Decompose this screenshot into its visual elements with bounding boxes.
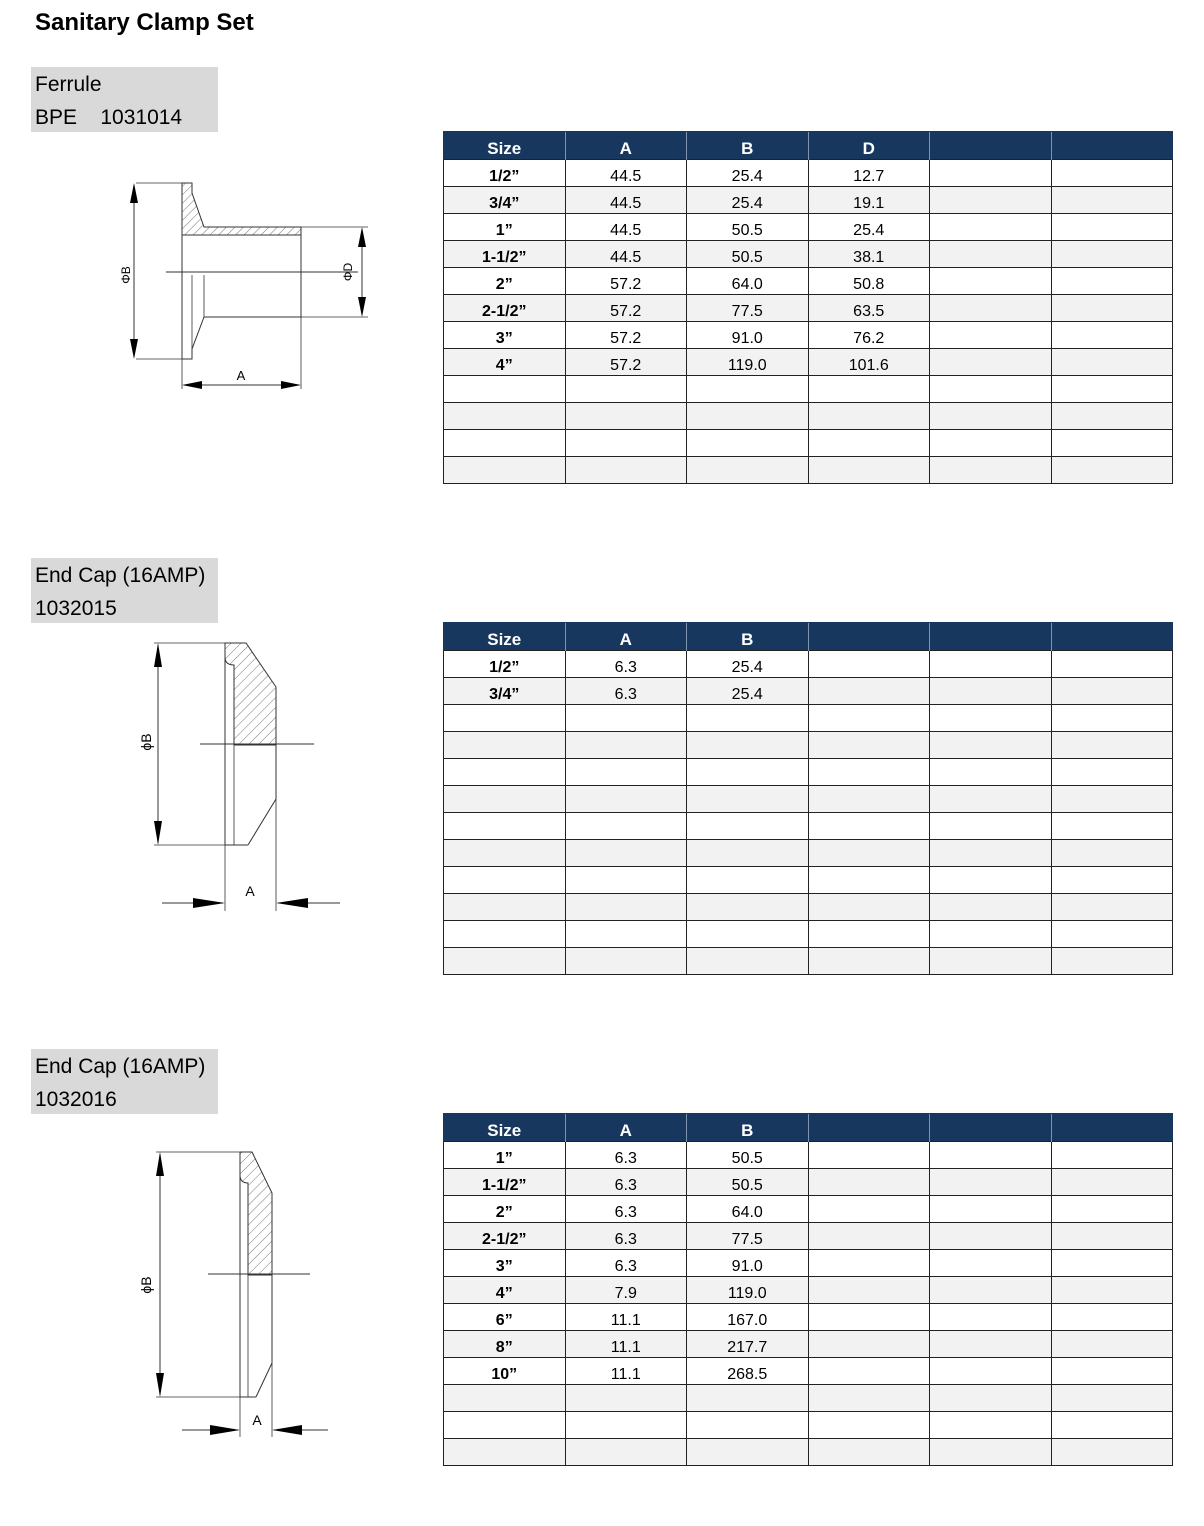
- value-cell: [687, 376, 809, 403]
- size-cell: 1/2”: [444, 160, 566, 187]
- dim-label-d: ΦD: [341, 262, 355, 282]
- value-cell: 119.0: [687, 349, 809, 376]
- value-cell: [808, 921, 930, 948]
- value-cell: [1051, 376, 1173, 403]
- section-label-name: End Cap (16AMP): [35, 564, 206, 587]
- section-label-code: 1032015: [35, 597, 117, 620]
- value-cell: [1051, 1331, 1173, 1358]
- value-cell: 6.3: [565, 1169, 687, 1196]
- value-cell: [1051, 732, 1173, 759]
- value-cell: [930, 1412, 1052, 1439]
- size-cell: [444, 732, 566, 759]
- value-cell: [930, 1331, 1052, 1358]
- value-cell: [808, 1412, 930, 1439]
- value-cell: 44.5: [565, 214, 687, 241]
- table-row: [444, 1331, 1173, 1358]
- value-cell: [930, 1358, 1052, 1385]
- value-cell: [565, 813, 687, 840]
- value-cell: 268.5: [687, 1358, 809, 1385]
- value-cell: [1051, 867, 1173, 894]
- value-cell: [930, 1169, 1052, 1196]
- value-cell: [565, 705, 687, 732]
- value-cell: [687, 786, 809, 813]
- endcap-1032016-drawing: [130, 1145, 350, 1445]
- value-cell: [1051, 813, 1173, 840]
- value-cell: [687, 840, 809, 867]
- value-cell: 6.3: [565, 678, 687, 705]
- page-title: Sanitary Clamp Set: [35, 9, 254, 36]
- value-cell: [930, 894, 1052, 921]
- value-cell: [930, 1304, 1052, 1331]
- value-cell: 11.1: [565, 1358, 687, 1385]
- col-header: Size: [444, 132, 566, 160]
- col-header: [930, 132, 1052, 160]
- value-cell: [687, 948, 809, 975]
- ferrule-label-box: [31, 67, 218, 132]
- table-row: [444, 187, 1173, 214]
- table-body: [444, 651, 1173, 975]
- size-cell: 3”: [444, 1250, 566, 1277]
- table-header-row: [444, 132, 1173, 160]
- size-cell: 1/2”: [444, 651, 566, 678]
- value-cell: 63.5: [808, 295, 930, 322]
- value-cell: 50.5: [687, 241, 809, 268]
- table-row: [444, 786, 1173, 813]
- value-cell: [1051, 241, 1173, 268]
- value-cell: [1051, 786, 1173, 813]
- value-cell: [1051, 1142, 1173, 1169]
- size-cell: [444, 894, 566, 921]
- value-cell: 6.3: [565, 1142, 687, 1169]
- col-header: A: [565, 132, 687, 160]
- value-cell: [808, 651, 930, 678]
- value-cell: [1051, 1169, 1173, 1196]
- size-cell: 1-1/2”: [444, 1169, 566, 1196]
- value-cell: [930, 322, 1052, 349]
- value-cell: [1051, 1358, 1173, 1385]
- size-cell: [444, 1385, 566, 1412]
- value-cell: [930, 1385, 1052, 1412]
- value-cell: [687, 894, 809, 921]
- size-cell: 6”: [444, 1304, 566, 1331]
- value-cell: 19.1: [808, 187, 930, 214]
- table-header-row: [444, 623, 1173, 651]
- size-cell: [444, 813, 566, 840]
- value-cell: 38.1: [808, 241, 930, 268]
- value-cell: [930, 813, 1052, 840]
- dim-label-a: A: [245, 883, 255, 899]
- table-row: [444, 457, 1173, 484]
- value-cell: [808, 705, 930, 732]
- value-cell: 6.3: [565, 651, 687, 678]
- value-cell: [1051, 160, 1173, 187]
- value-cell: [687, 705, 809, 732]
- size-cell: 1”: [444, 1142, 566, 1169]
- endcap-1032015-label-box: [31, 558, 218, 623]
- value-cell: [1051, 1304, 1173, 1331]
- endcap-1032016-label-box: [31, 1049, 218, 1114]
- value-cell: [808, 678, 930, 705]
- value-cell: [930, 948, 1052, 975]
- value-cell: 57.2: [565, 295, 687, 322]
- value-cell: [930, 268, 1052, 295]
- col-header: Size: [444, 623, 566, 651]
- value-cell: [808, 867, 930, 894]
- ferrule-drawing: [100, 175, 390, 395]
- value-cell: [930, 732, 1052, 759]
- table-row: [444, 705, 1173, 732]
- col-header: Size: [444, 1114, 566, 1142]
- table-row: [444, 241, 1173, 268]
- value-cell: 50.5: [687, 1169, 809, 1196]
- size-cell: [444, 867, 566, 894]
- table-row: [444, 349, 1173, 376]
- value-cell: [1051, 840, 1173, 867]
- table-row: [444, 921, 1173, 948]
- value-cell: 6.3: [565, 1250, 687, 1277]
- value-cell: 64.0: [687, 268, 809, 295]
- table-row: [444, 948, 1173, 975]
- value-cell: [565, 376, 687, 403]
- value-cell: [930, 1250, 1052, 1277]
- table-row: [444, 1142, 1173, 1169]
- col-header: B: [687, 132, 809, 160]
- size-cell: [444, 786, 566, 813]
- value-cell: [565, 457, 687, 484]
- col-header: A: [565, 623, 687, 651]
- col-header: [930, 1114, 1052, 1142]
- value-cell: [1051, 187, 1173, 214]
- table-row: [444, 1169, 1173, 1196]
- size-cell: 2-1/2”: [444, 1223, 566, 1250]
- value-cell: [1051, 322, 1173, 349]
- value-cell: [808, 1358, 930, 1385]
- size-cell: [444, 457, 566, 484]
- section-label-code: 1032016: [35, 1088, 117, 1111]
- value-cell: 6.3: [565, 1223, 687, 1250]
- value-cell: [808, 457, 930, 484]
- value-cell: 11.1: [565, 1304, 687, 1331]
- value-cell: [565, 894, 687, 921]
- value-cell: [808, 376, 930, 403]
- value-cell: [930, 1439, 1052, 1466]
- value-cell: [565, 1412, 687, 1439]
- value-cell: [930, 403, 1052, 430]
- table-row: [444, 160, 1173, 187]
- value-cell: [930, 651, 1052, 678]
- size-cell: [444, 759, 566, 786]
- table-row: [444, 1385, 1173, 1412]
- value-cell: 101.6: [808, 349, 930, 376]
- value-cell: [808, 403, 930, 430]
- col-header: B: [687, 1114, 809, 1142]
- size-cell: 2”: [444, 1196, 566, 1223]
- value-cell: 119.0: [687, 1277, 809, 1304]
- table-row: [444, 430, 1173, 457]
- size-cell: [444, 948, 566, 975]
- size-cell: [444, 921, 566, 948]
- value-cell: 167.0: [687, 1304, 809, 1331]
- table-row: [444, 376, 1173, 403]
- value-cell: [808, 1223, 930, 1250]
- col-header: D: [808, 132, 930, 160]
- value-cell: [1051, 295, 1173, 322]
- size-cell: 4”: [444, 1277, 566, 1304]
- col-header: [808, 623, 930, 651]
- value-cell: 25.4: [687, 187, 809, 214]
- size-cell: [444, 705, 566, 732]
- table-row: [444, 1439, 1173, 1466]
- table-row: [444, 651, 1173, 678]
- value-cell: [687, 921, 809, 948]
- value-cell: [565, 1439, 687, 1466]
- value-cell: [930, 921, 1052, 948]
- value-cell: [1051, 214, 1173, 241]
- value-cell: 7.9: [565, 1277, 687, 1304]
- endcap-1032015-drawing: [130, 635, 350, 915]
- value-cell: [930, 678, 1052, 705]
- value-cell: [565, 867, 687, 894]
- value-cell: 44.5: [565, 241, 687, 268]
- size-cell: 2-1/2”: [444, 295, 566, 322]
- value-cell: [687, 403, 809, 430]
- value-cell: [808, 1439, 930, 1466]
- table-row: [444, 1358, 1173, 1385]
- value-cell: [808, 1304, 930, 1331]
- value-cell: [930, 1142, 1052, 1169]
- col-header: B: [687, 623, 809, 651]
- value-cell: [808, 1331, 930, 1358]
- table-row: [444, 1223, 1173, 1250]
- value-cell: 44.5: [565, 160, 687, 187]
- value-cell: [565, 921, 687, 948]
- value-cell: 11.1: [565, 1331, 687, 1358]
- value-cell: [930, 187, 1052, 214]
- table-row: [444, 295, 1173, 322]
- ferrule-spec-table: [443, 131, 1173, 484]
- value-cell: [1051, 759, 1173, 786]
- col-header: [930, 623, 1052, 651]
- value-cell: [1051, 1412, 1173, 1439]
- dim-label-b: ϕB: [138, 1276, 154, 1294]
- value-cell: 217.7: [687, 1331, 809, 1358]
- table-row: [444, 867, 1173, 894]
- value-cell: [687, 1439, 809, 1466]
- value-cell: [1051, 1277, 1173, 1304]
- value-cell: [687, 759, 809, 786]
- table-row: [444, 759, 1173, 786]
- value-cell: [930, 867, 1052, 894]
- value-cell: [808, 948, 930, 975]
- value-cell: [1051, 457, 1173, 484]
- value-cell: [930, 759, 1052, 786]
- value-cell: [687, 430, 809, 457]
- value-cell: [930, 349, 1052, 376]
- col-header: [808, 1114, 930, 1142]
- value-cell: [687, 457, 809, 484]
- table-row: [444, 214, 1173, 241]
- value-cell: [1051, 651, 1173, 678]
- section-label-code: BPE 1031014: [35, 106, 183, 129]
- table-row: [444, 322, 1173, 349]
- value-cell: [1051, 894, 1173, 921]
- endcap-1032016-spec-table: [443, 1113, 1173, 1466]
- value-cell: [1051, 1250, 1173, 1277]
- value-cell: 57.2: [565, 349, 687, 376]
- dim-label-a: A: [252, 1412, 262, 1428]
- value-cell: [687, 813, 809, 840]
- value-cell: [565, 403, 687, 430]
- value-cell: [1051, 705, 1173, 732]
- table-row: [444, 732, 1173, 759]
- value-cell: [1051, 1439, 1173, 1466]
- value-cell: [808, 894, 930, 921]
- value-cell: [1051, 349, 1173, 376]
- value-cell: [808, 786, 930, 813]
- value-cell: [565, 759, 687, 786]
- table-header-row: [444, 1114, 1173, 1142]
- dim-label-a: A: [236, 368, 246, 383]
- endcap-1032015-spec-table: [443, 622, 1173, 975]
- value-cell: 44.5: [565, 187, 687, 214]
- size-cell: [444, 376, 566, 403]
- value-cell: [930, 160, 1052, 187]
- size-cell: 10”: [444, 1358, 566, 1385]
- value-cell: [930, 840, 1052, 867]
- table-row: [444, 840, 1173, 867]
- dim-label-b: ϕB: [138, 733, 154, 751]
- size-cell: [444, 840, 566, 867]
- value-cell: 25.4: [687, 678, 809, 705]
- value-cell: [1051, 948, 1173, 975]
- value-cell: 91.0: [687, 1250, 809, 1277]
- value-cell: [930, 241, 1052, 268]
- value-cell: [808, 430, 930, 457]
- size-cell: [444, 1412, 566, 1439]
- size-cell: 4”: [444, 349, 566, 376]
- value-cell: [565, 840, 687, 867]
- value-cell: [930, 705, 1052, 732]
- value-cell: [808, 759, 930, 786]
- value-cell: 77.5: [687, 295, 809, 322]
- value-cell: [808, 732, 930, 759]
- value-cell: [930, 295, 1052, 322]
- value-cell: 57.2: [565, 322, 687, 349]
- value-cell: [808, 1169, 930, 1196]
- value-cell: [1051, 1385, 1173, 1412]
- table-row: [444, 1277, 1173, 1304]
- value-cell: 25.4: [808, 214, 930, 241]
- col-header: [1051, 132, 1173, 160]
- value-cell: [930, 214, 1052, 241]
- value-cell: 25.4: [687, 160, 809, 187]
- value-cell: [930, 457, 1052, 484]
- value-cell: 76.2: [808, 322, 930, 349]
- value-cell: [565, 430, 687, 457]
- table-row: [444, 1250, 1173, 1277]
- value-cell: [930, 1277, 1052, 1304]
- value-cell: [1051, 1196, 1173, 1223]
- value-cell: [565, 732, 687, 759]
- value-cell: [808, 1250, 930, 1277]
- table-row: [444, 813, 1173, 840]
- table-body: [444, 160, 1173, 484]
- size-cell: [444, 403, 566, 430]
- size-cell: 3/4”: [444, 678, 566, 705]
- size-cell: 1”: [444, 214, 566, 241]
- value-cell: [930, 786, 1052, 813]
- value-cell: 12.7: [808, 160, 930, 187]
- value-cell: 91.0: [687, 322, 809, 349]
- table-row: [444, 403, 1173, 430]
- value-cell: [687, 1412, 809, 1439]
- value-cell: 57.2: [565, 268, 687, 295]
- size-cell: 8”: [444, 1331, 566, 1358]
- col-header: A: [565, 1114, 687, 1142]
- value-cell: 50.5: [687, 214, 809, 241]
- value-cell: [930, 1196, 1052, 1223]
- value-cell: [1051, 921, 1173, 948]
- value-cell: [808, 1385, 930, 1412]
- table-row: [444, 268, 1173, 295]
- value-cell: [687, 1385, 809, 1412]
- col-header: [1051, 1114, 1173, 1142]
- value-cell: 50.5: [687, 1142, 809, 1169]
- value-cell: [930, 1223, 1052, 1250]
- value-cell: [565, 948, 687, 975]
- value-cell: [1051, 403, 1173, 430]
- value-cell: 64.0: [687, 1196, 809, 1223]
- value-cell: 6.3: [565, 1196, 687, 1223]
- value-cell: 25.4: [687, 651, 809, 678]
- table-row: [444, 894, 1173, 921]
- value-cell: [1051, 678, 1173, 705]
- size-cell: 1-1/2”: [444, 241, 566, 268]
- col-header: [1051, 623, 1173, 651]
- value-cell: [808, 1277, 930, 1304]
- table-row: [444, 1196, 1173, 1223]
- size-cell: [444, 430, 566, 457]
- size-cell: 3/4”: [444, 187, 566, 214]
- table-row: [444, 1412, 1173, 1439]
- table-body: [444, 1142, 1173, 1466]
- value-cell: [565, 1385, 687, 1412]
- value-cell: [808, 813, 930, 840]
- value-cell: [1051, 430, 1173, 457]
- value-cell: 77.5: [687, 1223, 809, 1250]
- section-label-name: End Cap (16AMP): [35, 1055, 206, 1078]
- value-cell: [808, 1142, 930, 1169]
- size-cell: 2”: [444, 268, 566, 295]
- value-cell: [687, 867, 809, 894]
- value-cell: [565, 786, 687, 813]
- table-row: [444, 1304, 1173, 1331]
- section-label-name: Ferrule: [35, 73, 102, 96]
- value-cell: [808, 840, 930, 867]
- size-cell: [444, 1439, 566, 1466]
- value-cell: [808, 1196, 930, 1223]
- size-cell: 3”: [444, 322, 566, 349]
- value-cell: [930, 376, 1052, 403]
- value-cell: [930, 430, 1052, 457]
- value-cell: [687, 732, 809, 759]
- value-cell: 50.8: [808, 268, 930, 295]
- table-row: [444, 678, 1173, 705]
- value-cell: [1051, 1223, 1173, 1250]
- value-cell: [1051, 268, 1173, 295]
- dim-label-b: ΦB: [119, 266, 133, 284]
